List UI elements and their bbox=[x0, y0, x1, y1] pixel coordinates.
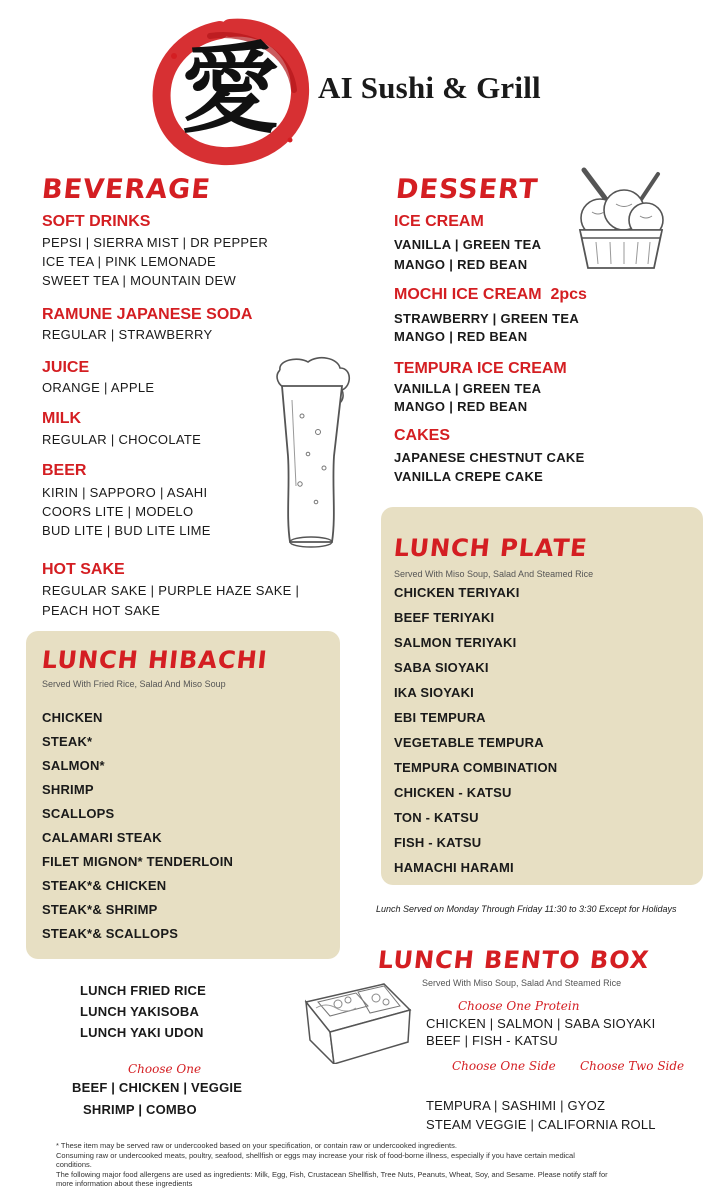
hot-sake-label: HOT SAKE bbox=[42, 561, 125, 578]
cakes-line-2: VANILLA CREPE CAKE bbox=[394, 469, 544, 484]
list-item: CHICKEN bbox=[42, 710, 103, 725]
list-item: TON - KATSU bbox=[394, 810, 479, 825]
list-item: SABA SIOYAKI bbox=[394, 660, 489, 675]
lunch-plate-note: Served With Miso Soup, Salad And Steamed Rice bbox=[394, 569, 594, 579]
footer-line-3: conditions. bbox=[56, 1160, 92, 1169]
list-item: CALAMARI STEAK bbox=[42, 830, 162, 845]
list-item: CHICKEN TERIYAKI bbox=[394, 585, 520, 600]
list-item: HAMACHI HARAMI bbox=[394, 860, 514, 875]
list-item: TEMPURA COMBINATION bbox=[394, 760, 558, 775]
hot-sake-line-1: REGULAR SAKE | PURPLE HAZE SAKE | bbox=[42, 583, 300, 598]
mochi-label bbox=[394, 286, 587, 304]
hot-sake-line-2: PEACH HOT SAKE bbox=[42, 603, 161, 618]
ice-cream-label: ICE CREAM bbox=[394, 213, 484, 230]
beer-line-2: COORS LITE | MODELO bbox=[42, 504, 194, 519]
footer-line-1: * These item may be served raw or undercooked based on your specification, or contain raw or undercooked ingredients. bbox=[56, 1141, 457, 1150]
lunch-plate-list bbox=[394, 580, 557, 880]
milk-line-1: REGULAR | CHOCOLATE bbox=[42, 432, 202, 447]
noodles-choose-one: Choose One bbox=[128, 1062, 202, 1076]
mochi-line-1: STRAWBERRY | GREEN TEA bbox=[394, 311, 580, 326]
list-item: CHICKEN - KATSU bbox=[394, 785, 512, 800]
ice-cream-line-2: MANGO | RED BEAN bbox=[394, 257, 528, 272]
list-item: STEAK*& SHRIMP bbox=[42, 902, 158, 917]
beer-label: BEER bbox=[42, 462, 87, 479]
section-title-lunch-plate: LUNCH PLATE bbox=[392, 534, 589, 562]
bento-side-line-2: STEAM VEGGIE | CALIFORNIA ROLL bbox=[426, 1117, 656, 1132]
logo-character: 愛 bbox=[180, 32, 279, 147]
bento-choose-one-side: Choose One Side bbox=[452, 1059, 556, 1073]
noodle-list bbox=[80, 980, 206, 1043]
list-item: SALMON* bbox=[42, 758, 105, 773]
mochi-label-text: MOCHI ICE CREAM bbox=[394, 286, 542, 303]
milk-label: MILK bbox=[42, 410, 82, 427]
soft-drinks-line-2: ICE TEA | PINK LEMONADE bbox=[42, 254, 217, 269]
section-title-lunch-bento-box: LUNCH BENTO BOX bbox=[376, 946, 651, 974]
list-item: BEEF TERIYAKI bbox=[394, 610, 495, 625]
beer-line-3: BUD LITE | BUD LITE LIME bbox=[42, 523, 211, 538]
cakes-line-1: JAPANESE CHESTNUT CAKE bbox=[394, 450, 585, 465]
list-item: IKA SIOYAKI bbox=[394, 685, 474, 700]
beer-line-1: KIRIN | SAPPORO | ASAHI bbox=[42, 485, 208, 500]
list-item: FISH - KATSU bbox=[394, 835, 482, 850]
list-item: VEGETABLE TEMPURA bbox=[394, 735, 544, 750]
beer-glass-icon bbox=[268, 356, 354, 552]
list-item: LUNCH YAKI UDON bbox=[80, 1025, 204, 1040]
logo bbox=[150, 16, 310, 166]
list-item: LUNCH YAKISOBA bbox=[80, 1004, 200, 1019]
noodles-line-1: BEEF | CHICKEN | VEGGIE bbox=[72, 1080, 243, 1095]
list-item: SCALLOPS bbox=[42, 806, 115, 821]
list-item: STEAK*& CHICKEN bbox=[42, 878, 167, 893]
bento-choose-two-side: Choose Two Side bbox=[580, 1059, 685, 1073]
mochi-line-2: MANGO | RED BEAN bbox=[394, 329, 528, 344]
juice-line-1: ORANGE | APPLE bbox=[42, 380, 155, 395]
bento-side-line-1: TEMPURA | SASHIMI | GYOZ bbox=[426, 1098, 606, 1113]
juice-label: JUICE bbox=[42, 359, 90, 376]
footer-disclaimer bbox=[56, 1141, 706, 1189]
bento-protein-line-2: BEEF | FISH - KATSU bbox=[426, 1033, 558, 1048]
list-item: LUNCH FRIED RICE bbox=[80, 983, 206, 998]
footer-line-5: more information about these ingredients bbox=[56, 1179, 193, 1188]
brand-name: AI Sushi & Grill bbox=[318, 70, 541, 105]
ice-cream-line-1: VANILLA | GREEN TEA bbox=[394, 237, 542, 252]
footer-line-2: Consuming raw or undercooked meats, poultry, seafood, shellfish or eggs may increase your risk of food-borne illness, especially if you have certain medical bbox=[56, 1150, 575, 1160]
list-item: EBI TEMPURA bbox=[394, 710, 486, 725]
noodles-line-2: SHRIMP | COMBO bbox=[83, 1102, 197, 1117]
bento-protein-line-1: CHICKEN | SALMON | SABA SIOYAKI bbox=[426, 1016, 656, 1031]
ramune-label: RAMUNE JAPANESE SODA bbox=[42, 306, 253, 323]
soft-drinks-label: SOFT DRINKS bbox=[42, 213, 151, 230]
ramune-line-1: REGULAR | STRAWBERRY bbox=[42, 327, 213, 342]
list-item: SHRIMP bbox=[42, 782, 94, 797]
lunch-hibachi-note: Served With Fried Rice, Salad And Miso Soup bbox=[42, 679, 226, 689]
bento-note: Served With Miso Soup, Salad And Steamed Rice bbox=[422, 978, 622, 988]
cakes-label: CAKES bbox=[394, 427, 451, 444]
mochi-qty: 2pcs bbox=[550, 286, 587, 303]
section-title-dessert: DESSERT bbox=[394, 174, 540, 205]
list-item: STEAK*& SCALLOPS bbox=[42, 926, 179, 941]
tempura-ice-cream-line-2: MANGO | RED BEAN bbox=[394, 399, 528, 414]
bento-choose-protein: Choose One Protein bbox=[458, 999, 580, 1013]
lunch-hibachi-list bbox=[42, 706, 233, 946]
section-title-beverage: BEVERAGE bbox=[40, 174, 213, 205]
footer-line-4: The following major food allergens are used as ingredients: Milk, Egg, Fish, Crustacean Shellfish, Tree Nuts, Peanuts, Wheat, Soy, and Sesame. Please notify staff for bbox=[56, 1169, 608, 1179]
bento-box-icon bbox=[296, 980, 414, 1064]
ice-cream-cup-icon bbox=[566, 156, 674, 276]
list-item: SALMON TERIYAKI bbox=[394, 635, 517, 650]
tempura-ice-cream-line-1: VANILLA | GREEN TEA bbox=[394, 381, 542, 396]
lunch-served-note: Lunch Served on Monday Through Friday 11:30 to 3:30 Except for Holidays bbox=[376, 904, 677, 914]
tempura-ice-cream-label: TEMPURA ICE CREAM bbox=[394, 360, 567, 377]
soft-drinks-line-3: SWEET TEA | MOUNTAIN DEW bbox=[42, 273, 237, 288]
section-title-lunch-hibachi: LUNCH HIBACHI bbox=[40, 646, 270, 674]
list-item: STEAK* bbox=[42, 734, 93, 749]
soft-drinks-line-1: PEPSI | SIERRA MIST | DR PEPPER bbox=[42, 235, 269, 250]
list-item: FILET MIGNON* TENDERLOIN bbox=[42, 854, 234, 869]
